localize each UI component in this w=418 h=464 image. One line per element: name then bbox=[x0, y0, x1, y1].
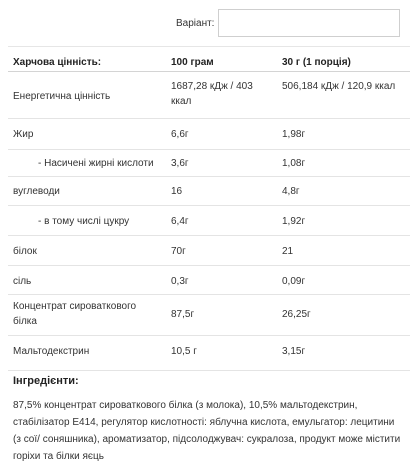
header-nutrition: Харчова цінність: bbox=[13, 57, 102, 68]
row-portion: 1,92г bbox=[282, 216, 306, 227]
table-row bbox=[8, 72, 410, 119]
row-name: білок bbox=[13, 246, 37, 257]
table-row bbox=[8, 336, 410, 368]
row-per100: 70г bbox=[171, 246, 186, 257]
table-row bbox=[8, 150, 410, 177]
row-per100: 6,6г bbox=[171, 129, 189, 140]
row-portion: 506,184 кДж / 120,9 ккал bbox=[282, 81, 396, 92]
row-name: - в тому числі цукру bbox=[38, 216, 130, 227]
ingredients-title: Інгредієнти: bbox=[13, 375, 79, 387]
table-row bbox=[8, 236, 410, 266]
header-per-portion: 30 г (1 порція) bbox=[282, 57, 351, 68]
row-per100: 16 bbox=[171, 186, 183, 197]
ingredients-section bbox=[8, 370, 410, 464]
row-portion: 3,15г bbox=[282, 346, 306, 357]
nutrition-table-header bbox=[8, 46, 410, 72]
table-row bbox=[8, 206, 410, 236]
variant-input[interactable] bbox=[218, 9, 400, 37]
ingredients-text: 87,5% концентрат сироваткового білка (з молока), 10,5% мальтодекстрин, стабілізатор Е414, регулятор кислотності: яблучна кислота, емульгатор: лецитини (з сої/ соняшника), ароматизатор, підсолоджувач: сукралоза, продукт може містити горіхи та білки яєць bbox=[13, 400, 401, 462]
row-portion: 4,8г bbox=[282, 186, 300, 197]
row-per100: 6,4г bbox=[171, 216, 189, 227]
row-per100: 3,6г bbox=[171, 158, 189, 169]
row-per100: 1687,28 кДж / 403 ккал bbox=[171, 81, 253, 107]
table-row bbox=[8, 177, 410, 206]
table-row bbox=[8, 266, 410, 295]
nutrition-table bbox=[8, 46, 410, 368]
row-name: Енергетична цінність bbox=[13, 91, 111, 102]
row-per100: 87,5г bbox=[171, 309, 195, 320]
header-per-100g: 100 грам bbox=[171, 57, 214, 68]
row-name: Жир bbox=[13, 129, 34, 140]
variant-row bbox=[0, 9, 418, 37]
row-portion: 1,08г bbox=[282, 158, 306, 169]
row-name: вуглеводи bbox=[13, 186, 60, 197]
row-per100: 0,3г bbox=[171, 276, 189, 287]
row-name: Мальтодекстрин bbox=[13, 346, 90, 357]
row-portion: 0,09г bbox=[282, 276, 306, 287]
table-row bbox=[8, 119, 410, 150]
variant-label: Варіант: bbox=[176, 18, 215, 29]
row-name: - Насичені жирні кислоти bbox=[38, 158, 154, 169]
row-name: сіль bbox=[13, 276, 32, 287]
row-portion: 21 bbox=[282, 246, 294, 257]
row-portion: 1,98г bbox=[282, 129, 306, 140]
row-per100: 10,5 г bbox=[171, 346, 197, 357]
table-row bbox=[8, 295, 410, 336]
row-portion: 26,25г bbox=[282, 309, 311, 320]
row-name: Концентрат сироваткового білка bbox=[13, 301, 137, 327]
